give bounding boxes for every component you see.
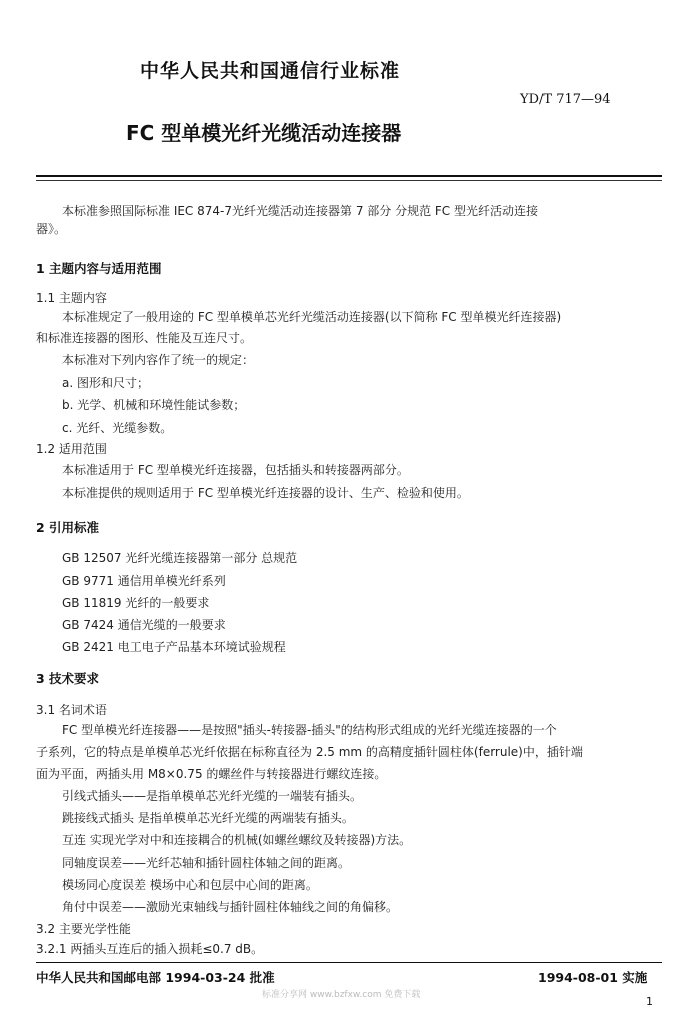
footer-rule (36, 962, 662, 963)
intro-line-1: 本标准参照国际标准 IEC 874-7光纤光缆活动连接器第 7 部分 分规范 FC 型光纤活动连接 (62, 204, 538, 218)
definition-line: 互连 实现光学对中和连接耦合的机械(如螺丝螺纹及转接器)方法。 (62, 833, 412, 847)
definition-line: 同轴度误差——光纤芯轴和插针圆柱体轴之间的距离。 (62, 856, 351, 870)
watermark-text: 标准分享网 www.bzfxw.com 免费下载 (262, 990, 421, 1000)
reference-item: GB 2421 电工电子产品基本环境试验规程 (62, 640, 286, 654)
list-item: c. 光纤、光缆参数。 (62, 421, 173, 435)
approval-date: 中华人民共和国邮电部 1994-03-24 批准 (36, 970, 275, 985)
header-rule-thin (36, 180, 662, 181)
paragraph-line: 和标准连接器的图形、性能及互连尺寸。 (36, 331, 253, 345)
definition-line: 角付中误差——激励光束轴线与插针圆柱体轴线之间的角偏移。 (62, 900, 399, 914)
subsection-heading-1-1: 1.1 主题内容 (36, 291, 107, 305)
section-heading-3: 3 技术要求 (36, 671, 100, 686)
definition-line: 模场同心度误差 模场中心和包层中心间的距离。 (62, 878, 318, 892)
document-title: FC 型单模光纤光缆活动连接器 (126, 121, 402, 145)
definition-line: 跳接线式插头 是指单模单芯光纤光缆的两端装有插头。 (62, 811, 354, 825)
subsection-heading-3-2-1: 3.2.1 两插头互连后的插入损耗≤0.7 dB。 (36, 942, 264, 956)
paragraph-line: 子系列，它的特点是单模单芯光纤依据在标称直径为 2.5 mm 的高精度插针圆柱体(ferrule)中，插针端 (36, 745, 583, 759)
reference-item: GB 7424 通信光缆的一般要求 (62, 618, 226, 632)
org-title: 中华人民共和国通信行业标准 (140, 60, 401, 82)
subsection-heading-1-2: 1.2 适用范围 (36, 442, 107, 456)
subsection-heading-3-1: 3.1 名词术语 (36, 703, 107, 717)
intro-line-2: 器》。 (36, 222, 67, 236)
implementation-date: 1994-08-01 实施 (538, 970, 648, 985)
paragraph-line: FC 型单模光纤连接器——是按照"插头-转接器-插头"的结构形式组成的光纤光缆连接器的一个 (62, 723, 557, 737)
reference-item: GB 9771 通信用单模光纤系列 (62, 574, 226, 588)
list-item: a. 图形和尺寸； (62, 376, 149, 390)
definition-line: 引线式插头——是指单模单芯光纤光缆的一端装有插头。 (62, 789, 363, 803)
subsection-heading-3-2: 3.2 主要光学性能 (36, 922, 131, 936)
list-item: b. 光学、机械和环境性能试参数； (62, 398, 246, 412)
section-heading-1: 1 主题内容与适用范围 (36, 261, 162, 276)
paragraph-line: 本标准适用于 FC 型单模光纤连接器，包括插头和转接器两部分。 (62, 463, 409, 477)
section-heading-2: 2 引用标准 (36, 520, 100, 535)
header-rule (36, 175, 662, 177)
paragraph-line: 面为平面，两插头用 M8×0.75 的螺丝件与转接器进行螺纹连接。 (36, 767, 387, 781)
reference-item: GB 12507 光纤光缆连接器第一部分 总规范 (62, 551, 298, 565)
paragraph-line: 本标准对下列内容作了统一的规定： (62, 353, 255, 367)
reference-item: GB 11819 光纤的一般要求 (62, 596, 210, 610)
paragraph-line: 本标准提供的规则适用于 FC 型单模光纤连接器的设计、生产、检验和使用。 (62, 486, 469, 500)
paragraph-line: 本标准规定了一般用途的 FC 型单模单芯光纤光缆活动连接器(以下简称 FC 型单模光纤连接器) (62, 310, 562, 324)
standard-code: YD/T 717—94 (520, 92, 611, 107)
page-number: 1 (646, 995, 653, 1008)
